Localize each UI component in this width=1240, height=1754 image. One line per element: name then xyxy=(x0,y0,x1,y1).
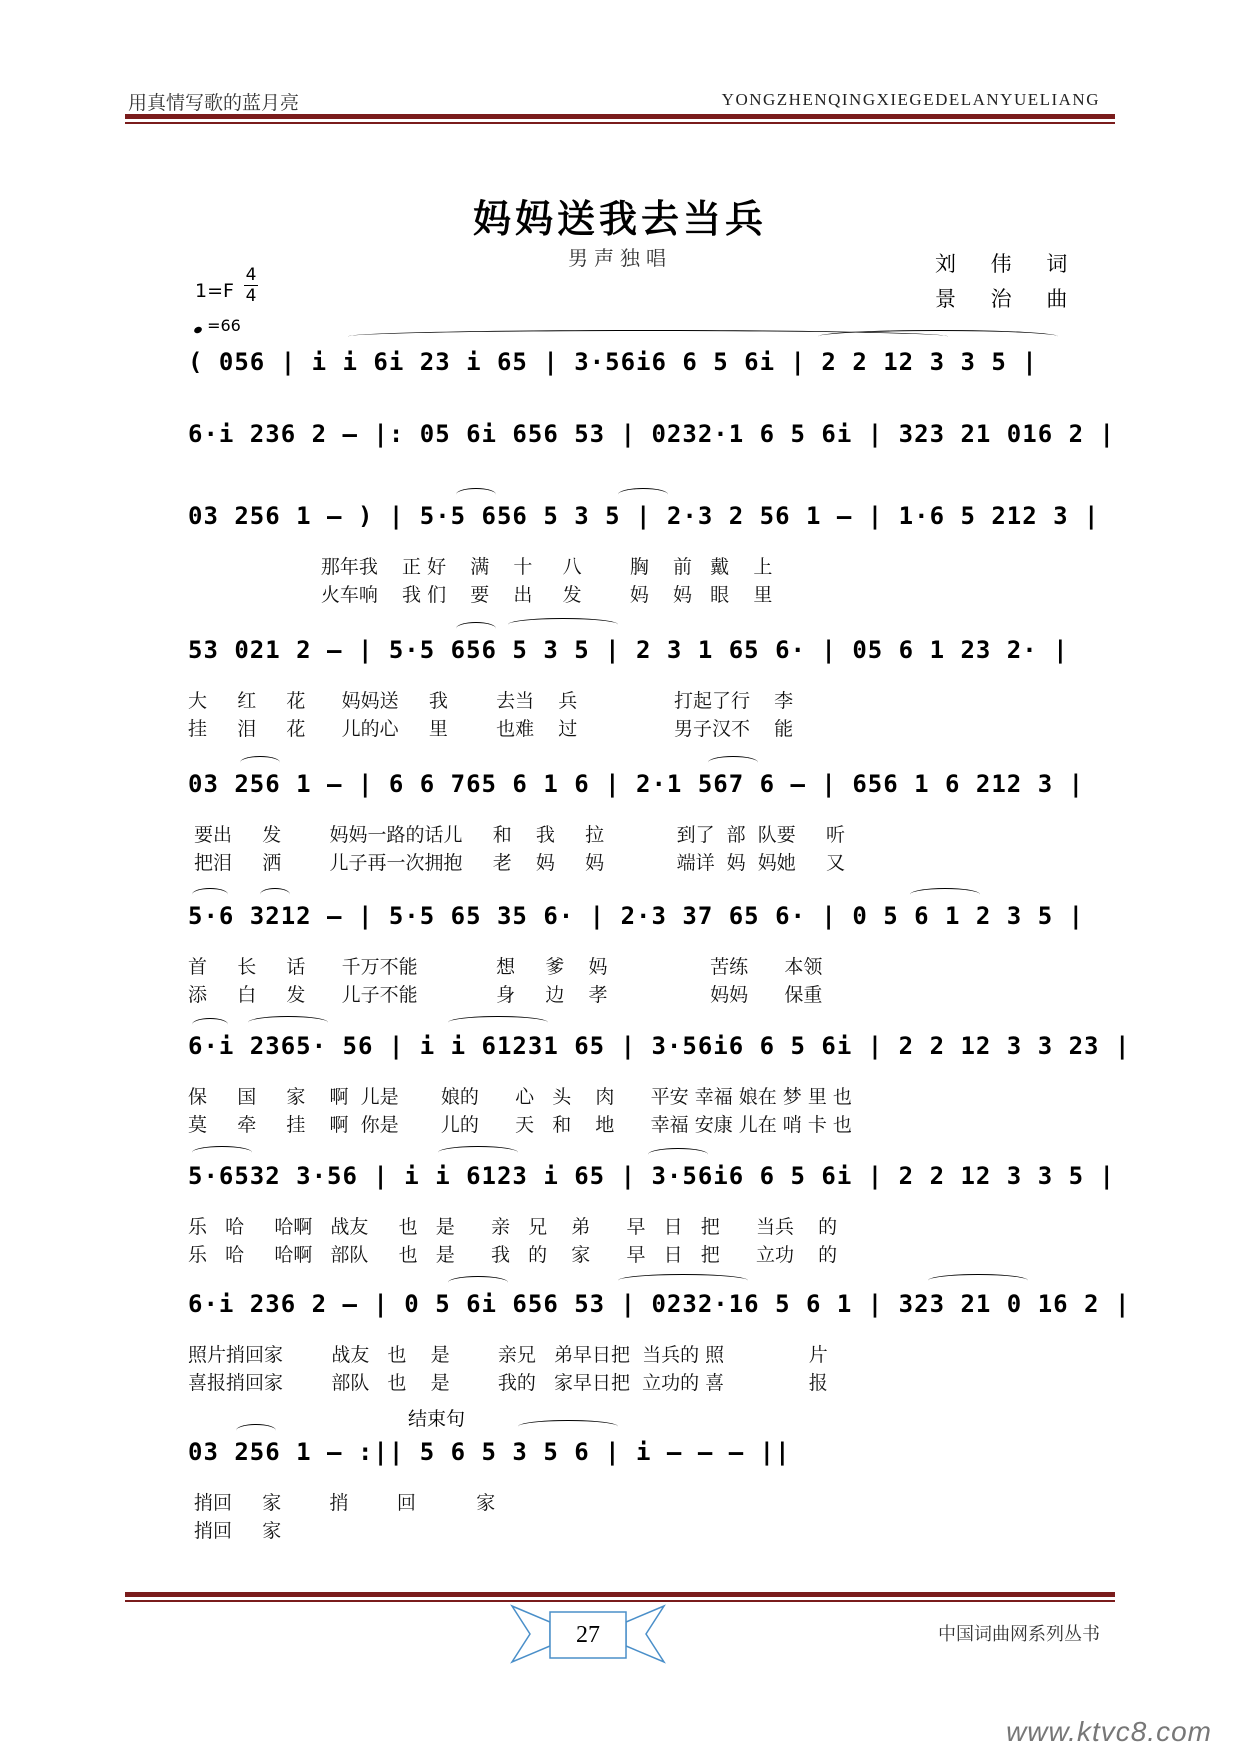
slur xyxy=(192,888,228,901)
notation-line: 53 021 2 – | 5·5 656 5 3 5 | 2 3 1 65 6· | 05 6 1 23 2· | xyxy=(188,636,1069,664)
lyrics-verse-2: 莫 牵 挂 啊 你是 儿的 天 和 地 幸福 安康 儿在 哨 卡 也 xyxy=(188,1114,852,1136)
tempo-marking xyxy=(194,316,241,335)
slur xyxy=(648,1148,708,1161)
time-signature xyxy=(244,266,258,305)
slur xyxy=(192,1018,228,1031)
slur xyxy=(910,888,980,901)
notation-line: ( 056 | i i 6i 23 i 65 | 3·56i6 6 5 6i | 2 2 12 3 3 5 | xyxy=(188,348,1038,376)
lyrics-verse-2: 喜报捎回家 部队 也 是 我的 家早日把 立功的 喜 报 xyxy=(188,1372,828,1394)
slur xyxy=(618,1274,748,1287)
lyrics-verse-2: 挂 泪 花 儿的心 里 也难 过 男子汉不 能 xyxy=(188,718,794,740)
footer-rule-thin xyxy=(125,1600,1115,1602)
composer: 景 治 曲 xyxy=(935,287,1082,311)
slur xyxy=(618,488,668,501)
lyricist: 刘 伟 词 xyxy=(935,252,1082,276)
slur xyxy=(240,756,280,769)
lyrics-verse-1: 首 长 话 千万不能 想 爹 妈 苦练 本领 xyxy=(188,956,823,978)
header-rule xyxy=(125,114,1115,119)
notation-line: 6·i 236 2 – |: 05 6i 656 53 | 0232·1 6 5 6i | 323 21 016 2 | xyxy=(188,420,1115,448)
ending-label: 结束句 xyxy=(408,1408,466,1430)
watermark: www.ktvc8.com xyxy=(1006,1716,1212,1747)
slur xyxy=(456,622,496,635)
slur xyxy=(236,1424,276,1437)
page-number: 27 xyxy=(576,1622,600,1648)
slur xyxy=(708,756,758,769)
song-subtitle: 男声独唱 xyxy=(568,246,672,270)
lyrics-verse-2: 火车响 我 们 要 出 发 妈 妈 眼 里 xyxy=(188,584,773,606)
lyrics-verse-2: 捎回 家 xyxy=(188,1520,282,1542)
lyrics-verse-1: 要出 发 妈妈一路的话儿 和 我 拉 到了 部 队要 听 xyxy=(188,824,845,846)
lyrics-verse-1: 大 红 花 妈妈送 我 去当 兵 打起了行 李 xyxy=(188,690,794,712)
time-bottom: 4 xyxy=(245,286,257,306)
lyrics-verse-1: 保 国 家 啊 儿是 娘的 心 头 肉 平安 幸福 娘在 梦 里 也 xyxy=(188,1086,852,1108)
song-title: 妈妈送我去当兵 xyxy=(472,197,767,241)
slur xyxy=(448,1276,508,1289)
notation-line: 03 256 1 – | 6 6 765 6 1 6 | 2·1 567 6 – | 656 1 6 212 3 | xyxy=(188,770,1085,798)
tempo-value: =66 xyxy=(207,316,241,335)
quarter-note-icon xyxy=(193,326,203,335)
notation-line: 5·6 3212 – | 5·5 65 35 6· | 2·3 37 65 6· | 0 5 6 1 2 3 5 | xyxy=(188,902,1085,930)
slur xyxy=(818,330,1058,343)
notation-line: 03 256 1 – ) | 5·5 656 5 3 5 | 2·3 2 56 1 – | 1·6 5 212 3 | xyxy=(188,502,1100,530)
lyrics-verse-2: 添 白 发 儿子不能 身 边 孝 妈妈 保重 xyxy=(188,984,823,1006)
slur xyxy=(438,1146,518,1159)
lyrics-verse-1: 乐 哈 哈啊 战友 也 是 亲 兄 弟 早 日 把 当兵 的 xyxy=(188,1216,838,1238)
notation-line: 03 256 1 – :|| 5 6 5 3 5 6 | i – – – || xyxy=(188,1438,791,1466)
header-rule-thin xyxy=(125,122,1115,124)
series-name: 中国词曲网系列丛书 xyxy=(938,1624,1100,1645)
key-signature: 1=F xyxy=(195,280,234,302)
lyrics-verse-1: 那年我 正 好 满 十 八 胸 前 戴 上 xyxy=(188,556,773,578)
slur xyxy=(192,1146,252,1159)
slur xyxy=(260,888,290,901)
time-top: 4 xyxy=(245,265,257,285)
slur xyxy=(508,618,618,631)
lyrics-verse-2: 乐 哈 哈啊 部队 也 是 我 的 家 早 日 把 立功 的 xyxy=(188,1244,838,1266)
slur xyxy=(248,1016,328,1029)
notation-line: 6·i 2365· 56 | i i 61231 65 | 3·56i6 6 5 6i | 2 2 12 3 3 23 | xyxy=(188,1032,1131,1060)
lyrics-verse-1: 照片捎回家 战友 也 是 亲兄 弟早日把 当兵的 照 片 xyxy=(188,1344,828,1366)
slur xyxy=(518,1420,618,1433)
notation-line: 5·6532 3·56 | i i 6123 i 65 | 3·56i6 6 5 6i | 2 2 12 3 3 5 | xyxy=(188,1162,1115,1190)
footer-rule xyxy=(125,1592,1115,1597)
book-title: 用真情写歌的蓝月亮 xyxy=(128,92,300,114)
notation-line: 6·i 236 2 – | 0 5 6i 656 53 | 0232·16 5 6 1 | 323 21 0 16 2 | xyxy=(188,1290,1131,1318)
lyrics-verse-1: 捎回 家 捎 回 家 xyxy=(188,1492,496,1514)
lyrics-verse-2: 把泪 洒 儿子再一次拥抱 老 妈 妈 端详 妈 妈她 又 xyxy=(188,852,845,874)
slur xyxy=(456,488,496,501)
book-title-pinyin: YONGZHENQINGXIEGEDELANYUELIANG xyxy=(721,90,1100,109)
slur xyxy=(448,1016,548,1029)
slur xyxy=(928,1274,1028,1287)
